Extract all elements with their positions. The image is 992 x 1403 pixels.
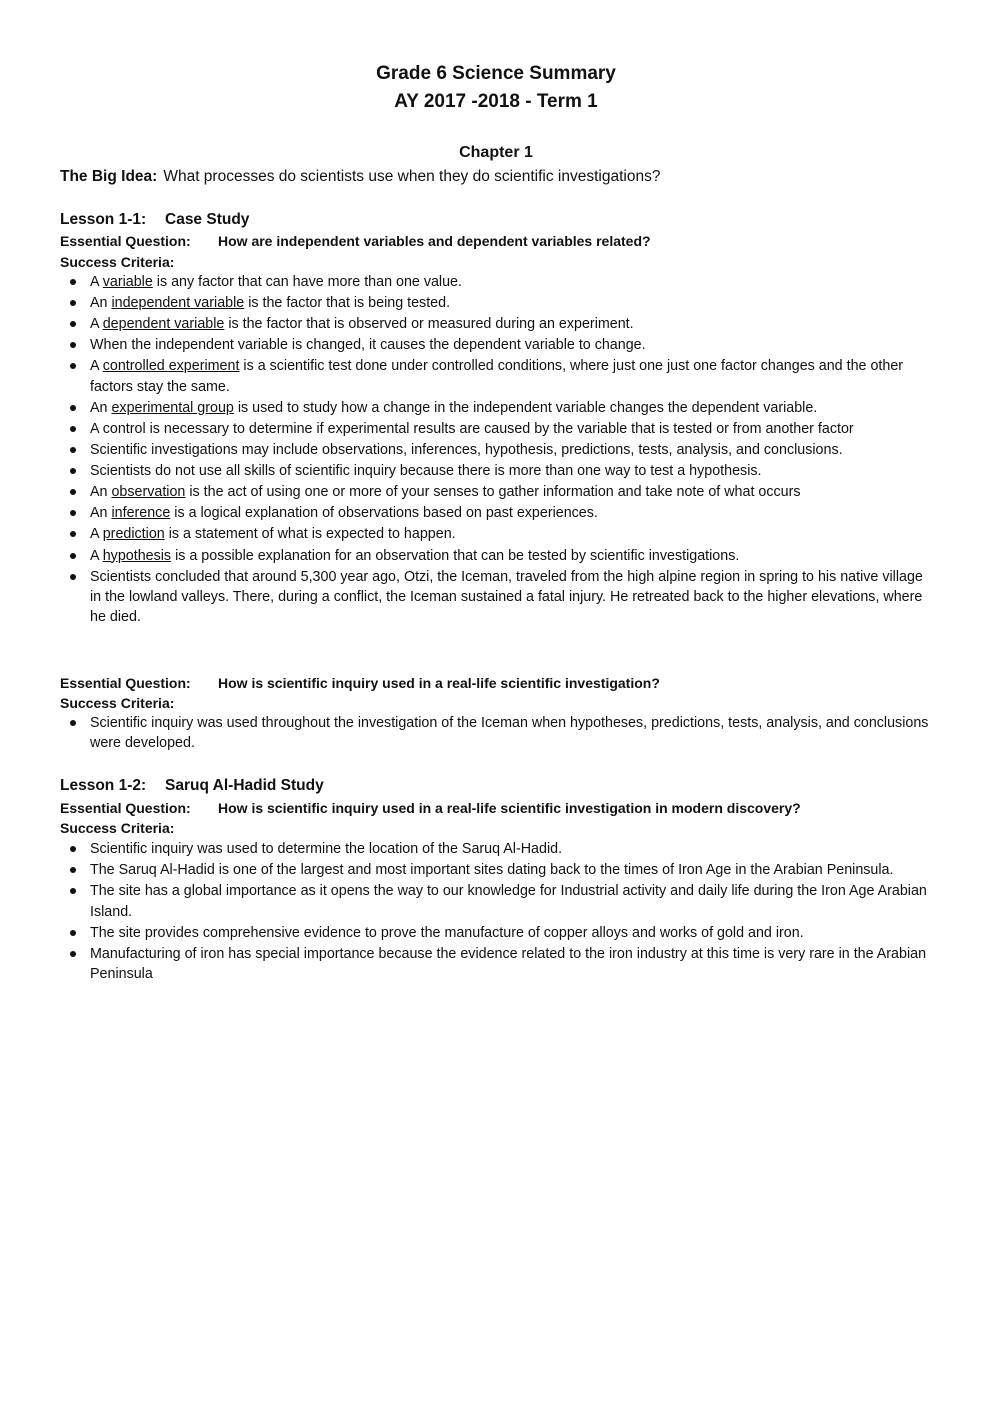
item-text: The site has a global importance as it opens the way to our knowledge for Industrial activity and daily life during the Iron Age Arabian Island. (90, 883, 927, 920)
item-text: A (90, 274, 103, 290)
essential-question (60, 798, 801, 818)
key-term: independent variable (111, 295, 245, 312)
lesson-title: Case Study (165, 211, 250, 228)
key-term: prediction (102, 526, 165, 543)
big-idea-label: The Big Idea: (60, 168, 158, 185)
chapter-heading: Chapter 1 (459, 144, 533, 161)
list-item (60, 356, 935, 397)
list-item (60, 944, 935, 985)
essential-question (60, 673, 660, 693)
bullet-icon (70, 720, 76, 726)
item-text: An (90, 399, 112, 416)
item-text: is any factor that can have more than one value. (152, 274, 462, 290)
big-idea-text: What processes do scientists use when they do scientific investigations? (163, 168, 661, 185)
list-item (60, 272, 935, 292)
list-item (60, 335, 935, 355)
item-text: The site provides comprehensive evidence to prove the manufacture of copper alloys and works of gold and iron. (90, 924, 804, 941)
list-item (60, 461, 935, 481)
list-item (60, 440, 935, 460)
essential-question (60, 231, 651, 251)
list-item (60, 839, 935, 859)
key-term: observation (111, 484, 186, 501)
bullet-icon (70, 363, 76, 369)
list-item (60, 713, 935, 754)
bullet-icon (70, 321, 76, 327)
key-term: experimental group (111, 399, 234, 416)
item-text: A (90, 547, 103, 564)
item-text: When the independent variable is changed, it causes the dependent variable to change. (90, 337, 646, 354)
lesson-title: Saruq Al-Hadid Study (165, 777, 324, 794)
essential-question-text: How is scientific inquiry used in a real-life scientific investigation? (218, 675, 660, 691)
list-item (60, 567, 935, 628)
list-item (60, 923, 935, 943)
item-text: An (90, 295, 112, 312)
item-text: is the act of using one or more of your senses to gather information and take note of what occurs (185, 484, 801, 501)
item-text: is the factor that is observed or measured during an experiment. (224, 316, 634, 333)
key-term: hypothesis (102, 547, 172, 564)
bullet-icon (70, 951, 76, 957)
item-text: A (90, 358, 103, 375)
success-criteria-label: Success Criteria: (60, 254, 175, 270)
bullet-icon (70, 342, 76, 348)
document-subtitle: AY 2017 -2018 - Term 1 (394, 91, 598, 112)
key-term: inference (111, 505, 171, 522)
bullet-icon (70, 300, 76, 306)
item-text: Manufacturing of iron has special importance because the evidence related to the iron industry at this time is very rare in the Arabian Peninsula (90, 945, 927, 983)
item-text: is a scientific test done under controlled conditions, where just one just one factor changes and the other factors stay the same. (90, 358, 904, 395)
item-text: The Saruq Al-Hadid is one of the largest and most important sites dating back to the times of Iron Age in the Arabian Peninsula. (90, 862, 894, 879)
bullet-icon (70, 279, 76, 285)
bullet-icon (70, 888, 76, 894)
key-term: dependent variable (102, 316, 225, 333)
essential-question-label: Essential Question: (60, 800, 191, 816)
bullet-icon (70, 405, 76, 411)
item-text: A (90, 316, 103, 333)
lesson-1-2-heading (60, 776, 324, 796)
success-criteria-label: Success Criteria: (60, 820, 175, 836)
big-idea (60, 166, 660, 188)
bullet-icon (70, 426, 76, 432)
item-text: Scientific inquiry was used throughout the investigation of the Iceman when hypotheses, predictions, tests, analysis, and conclusions were developed. (90, 715, 929, 752)
list-item (60, 881, 935, 922)
item-text: Scientists concluded that around 5,300 year ago, Otzi, the Iceman, traveled from the high alpine region in spring to his native village in the lowland valleys. There, during a conflict, the Iceman sustained a fatal injury. He retreated back to the higher elevations, where he died. (90, 568, 923, 626)
bullet-icon (70, 531, 76, 537)
bullet-icon (70, 468, 76, 474)
key-term: variable (102, 274, 153, 290)
bullet-icon (70, 930, 76, 936)
item-text: is a statement of what is expected to happen. (164, 526, 456, 543)
bullet-icon (70, 489, 76, 495)
item-text: Scientists do not use all skills of scientific inquiry because there is more than one way to test a hypothesis. (90, 463, 762, 480)
bullet-icon (70, 447, 76, 453)
bullet-icon (70, 510, 76, 516)
success-criteria-list (60, 713, 935, 755)
item-text: An (90, 505, 112, 522)
item-text: is used to study how a change in the independent variable changes the dependent variable. (233, 399, 818, 416)
list-item (60, 314, 935, 334)
document-title: Grade 6 Science Summary (376, 63, 616, 84)
bullet-icon (70, 553, 76, 559)
list-item (60, 398, 935, 418)
essential-question-text: How are independent variables and dependent variables related? (218, 233, 651, 249)
item-text: is a possible explanation for an observation that can be tested by scientific investigations. (171, 547, 740, 564)
item-text: is a logical explanation of observations based on past experiences. (170, 505, 598, 522)
item-text: is the factor that is being tested. (244, 295, 451, 312)
lesson-number: Lesson 1-2: (60, 777, 147, 794)
essential-question-text: How is scientific inquiry used in a real-life scientific investigation in modern discovery? (218, 800, 801, 816)
success-criteria-list (60, 839, 935, 985)
bullet-icon (70, 574, 76, 580)
item-text: A control is necessary to determine if experimental results are caused by the variable that is tested or from another factor (90, 420, 854, 437)
list-item (60, 482, 935, 502)
list-item (60, 293, 935, 313)
essential-question-label: Essential Question: (60, 675, 191, 691)
essential-question-label: Essential Question: (60, 233, 191, 249)
list-item (60, 503, 935, 523)
item-text: Scientific inquiry was used to determine the location of the Saruq Al-Hadid. (90, 841, 563, 857)
success-criteria-label: Success Criteria: (60, 695, 175, 711)
bullet-icon (70, 867, 76, 873)
success-criteria-list (60, 272, 935, 629)
item-text: An (90, 484, 112, 501)
list-item (60, 419, 935, 439)
lesson-1-1-heading (60, 210, 249, 230)
key-term: controlled experiment (102, 358, 240, 375)
bullet-icon (70, 846, 76, 852)
list-item (60, 860, 935, 880)
list-item (60, 546, 935, 566)
list-item (60, 524, 935, 544)
lesson-number: Lesson 1-1: (60, 211, 147, 228)
item-text: Scientific investigations may include observations, inferences, hypothesis, predictions, tests, analysis, and conclusions. (90, 442, 843, 459)
item-text: A (90, 526, 103, 543)
document-header (0, 60, 992, 116)
